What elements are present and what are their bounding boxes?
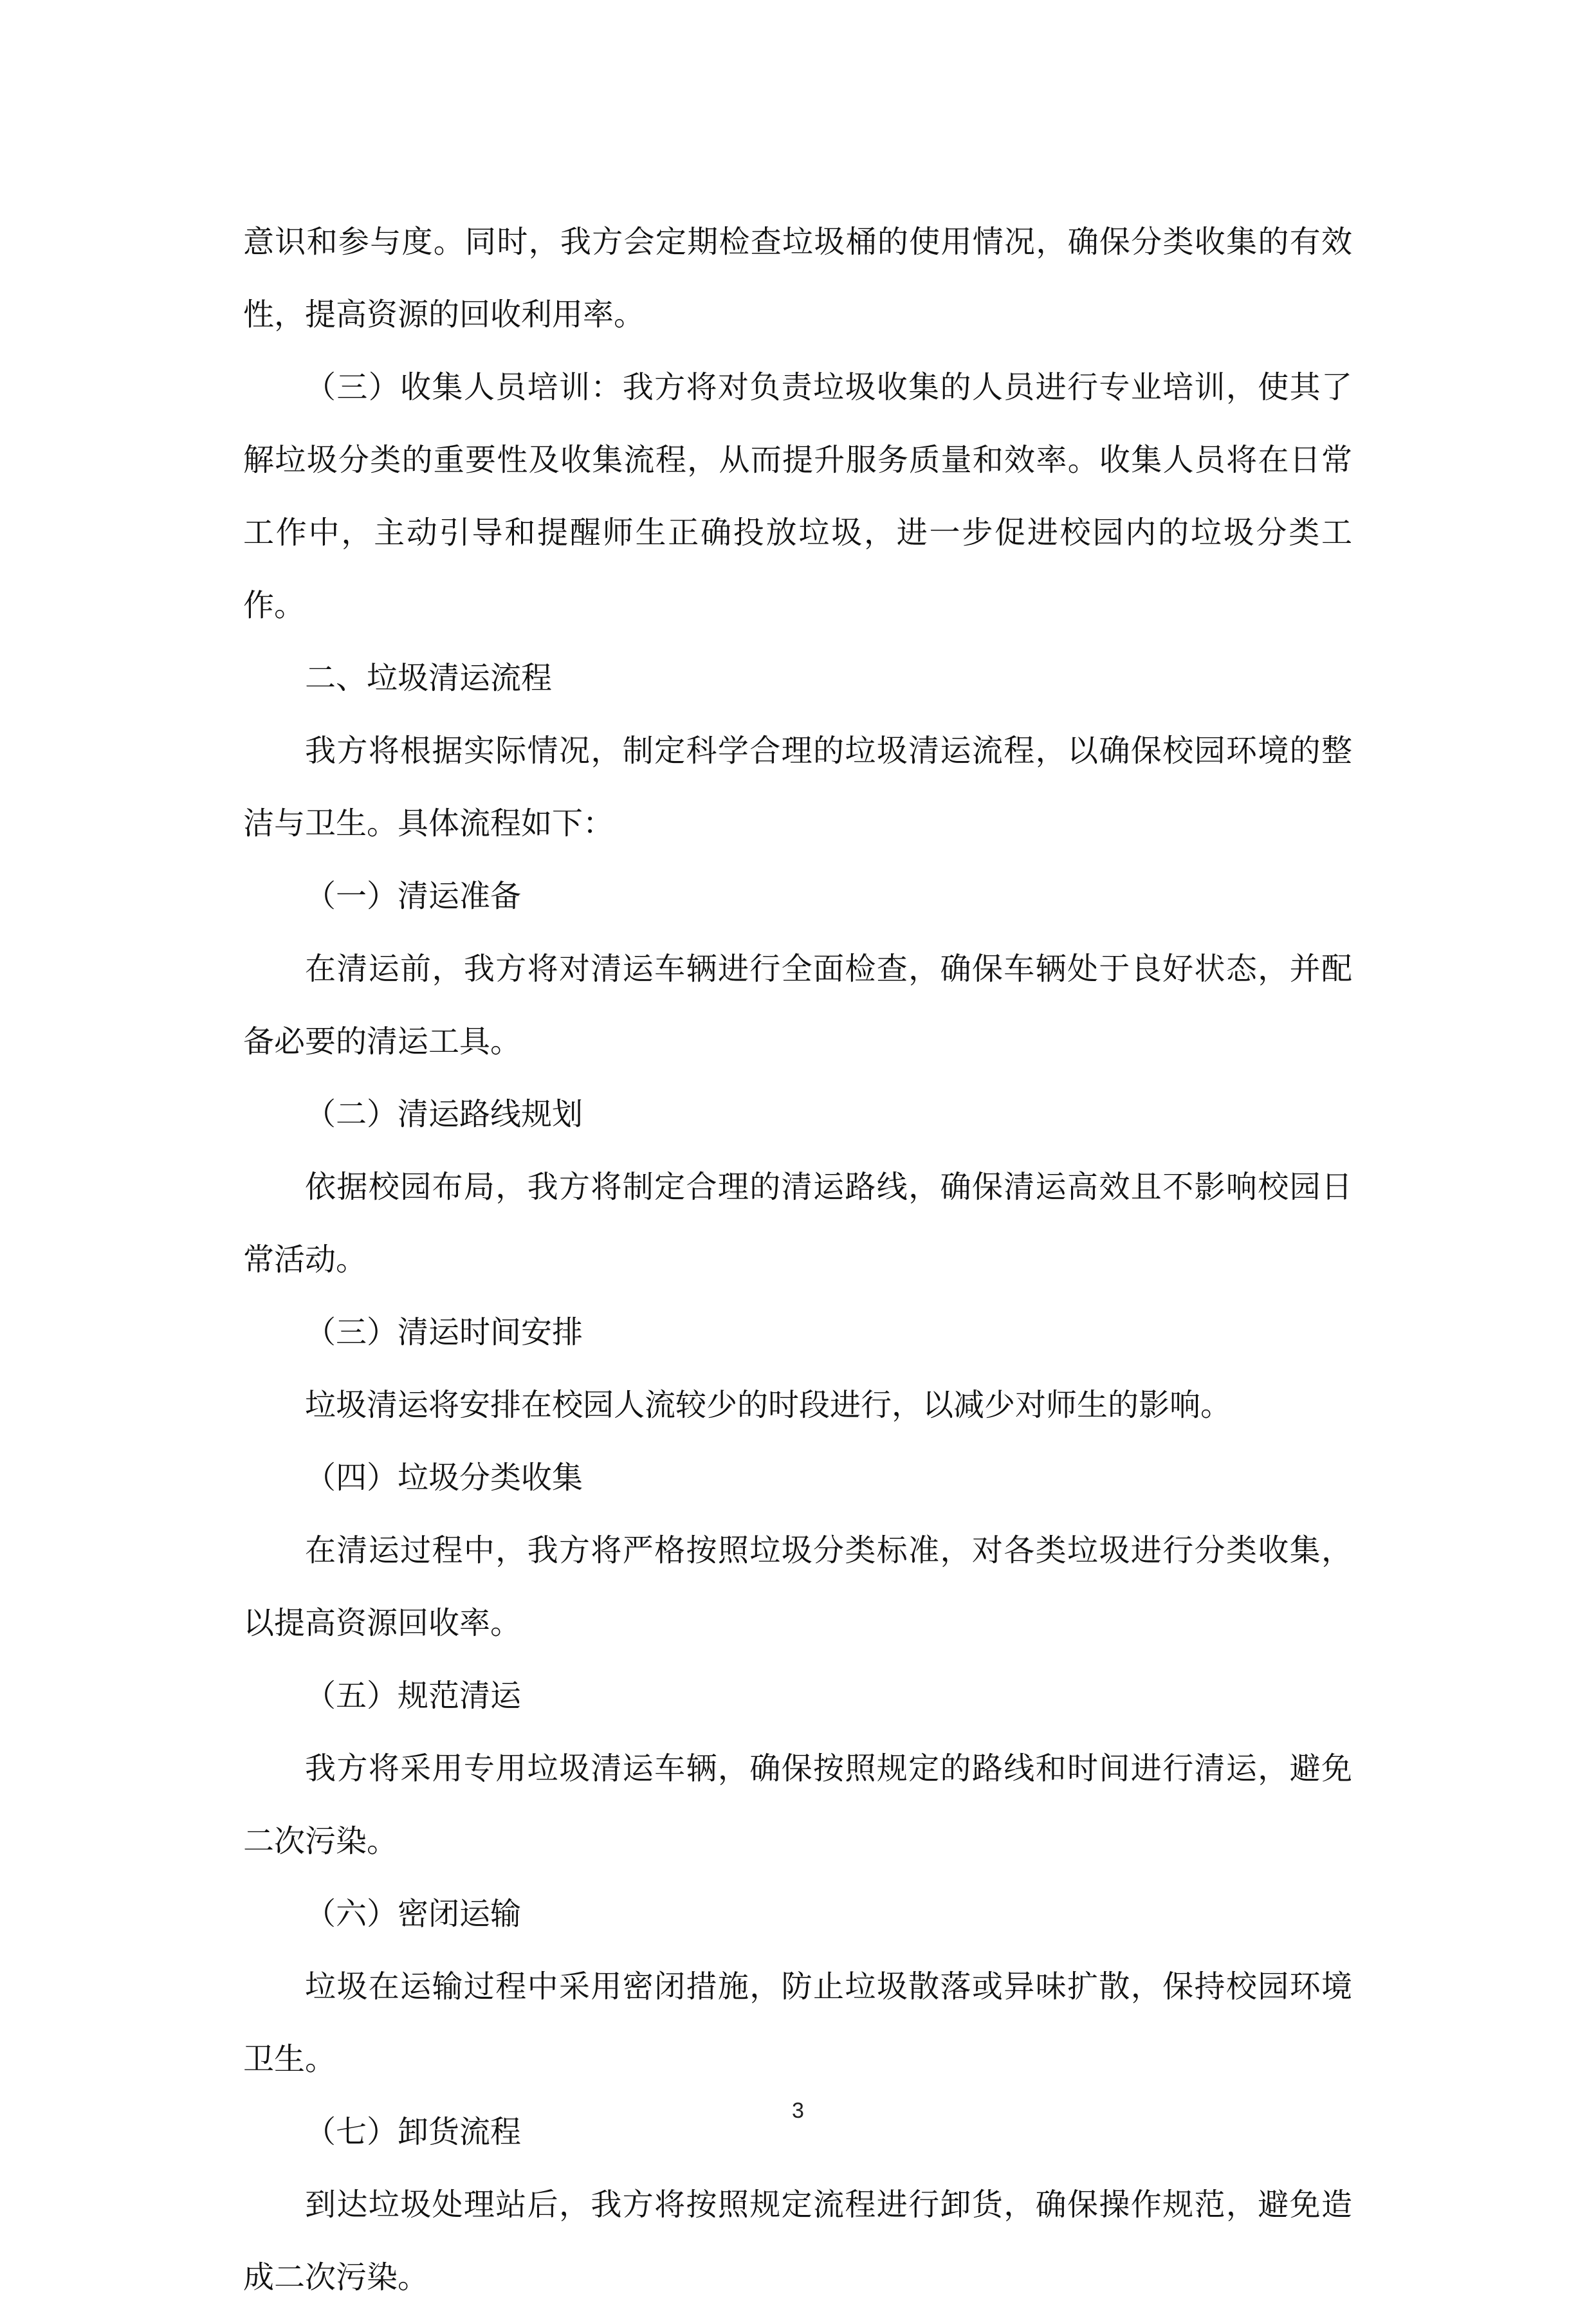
paragraph-sorted-collection: 在清运过程中，我方将严格按照垃圾分类标准，对各类垃圾进行分类收集，以提高资源回收率。 bbox=[243, 1532, 1352, 1641]
paragraph-time-schedule: 垃圾清运将安排在校园人流较少的时段进行，以减少对师生的影响。 bbox=[305, 1387, 1232, 1423]
subheading-sealed-transport: （六）密闭运输 bbox=[305, 1896, 522, 1932]
document-body bbox=[243, 206, 1352, 2314]
paragraph-continuation: 意识和参与度。同时，我方会定期检查垃圾桶的使用情况，确保分类收集的有效性，提高资源的回收利用率。 bbox=[243, 224, 1352, 333]
subheading-route-planning: （二）清运路线规划 bbox=[305, 1096, 583, 1132]
subheading-preparation: （一）清运准备 bbox=[305, 878, 522, 914]
section-heading-cleanup-process: 二、垃圾清运流程 bbox=[305, 660, 553, 696]
paragraph-sealed-transport: 垃圾在运输过程中采用密闭措施，防止垃圾散落或异味扩散，保持校园环境卫生。 bbox=[243, 1969, 1352, 2077]
paragraph-unloading: 到达垃圾处理站后，我方将按照规定流程进行卸货，确保操作规范，避免造成二次污染。 bbox=[243, 2187, 1352, 2295]
subheading-standard-cleanup: （五）规范清运 bbox=[305, 1678, 522, 1714]
subheading-sorted-collection: （四）垃圾分类收集 bbox=[305, 1460, 583, 1496]
paragraph-collector-training: （三）收集人员培训：我方将对负责垃圾收集的人员进行专业培训，使其了解垃圾分类的重要性及收集流程，从而提升服务质量和效率。收集人员将在日常工作中，主动引导和提醒师生正确投放垃圾，进一步促进校园内的垃圾分类工作。 bbox=[243, 369, 1352, 623]
subheading-time-schedule: （三）清运时间安排 bbox=[305, 1314, 583, 1350]
paragraph-route-planning: 依据校园布局，我方将制定合理的清运路线，确保清运高效且不影响校园日常活动。 bbox=[243, 1169, 1352, 1278]
paragraph-cleanup-intro: 我方将根据实际情况，制定科学合理的垃圾清运流程，以确保校园环境的整洁与卫生。具体流程如下： bbox=[243, 733, 1352, 841]
subheading-unloading: （七）卸货流程 bbox=[305, 2114, 522, 2150]
paragraph-preparation: 在清运前，我方将对清运车辆进行全面检查，确保车辆处于良好状态，并配备必要的清运工具。 bbox=[243, 951, 1352, 1060]
paragraph-standard-cleanup: 我方将采用专用垃圾清运车辆，确保按照规定的路线和时间进行清运，避免二次污染。 bbox=[243, 1750, 1352, 1859]
page-number: 3 bbox=[792, 2098, 804, 2123]
